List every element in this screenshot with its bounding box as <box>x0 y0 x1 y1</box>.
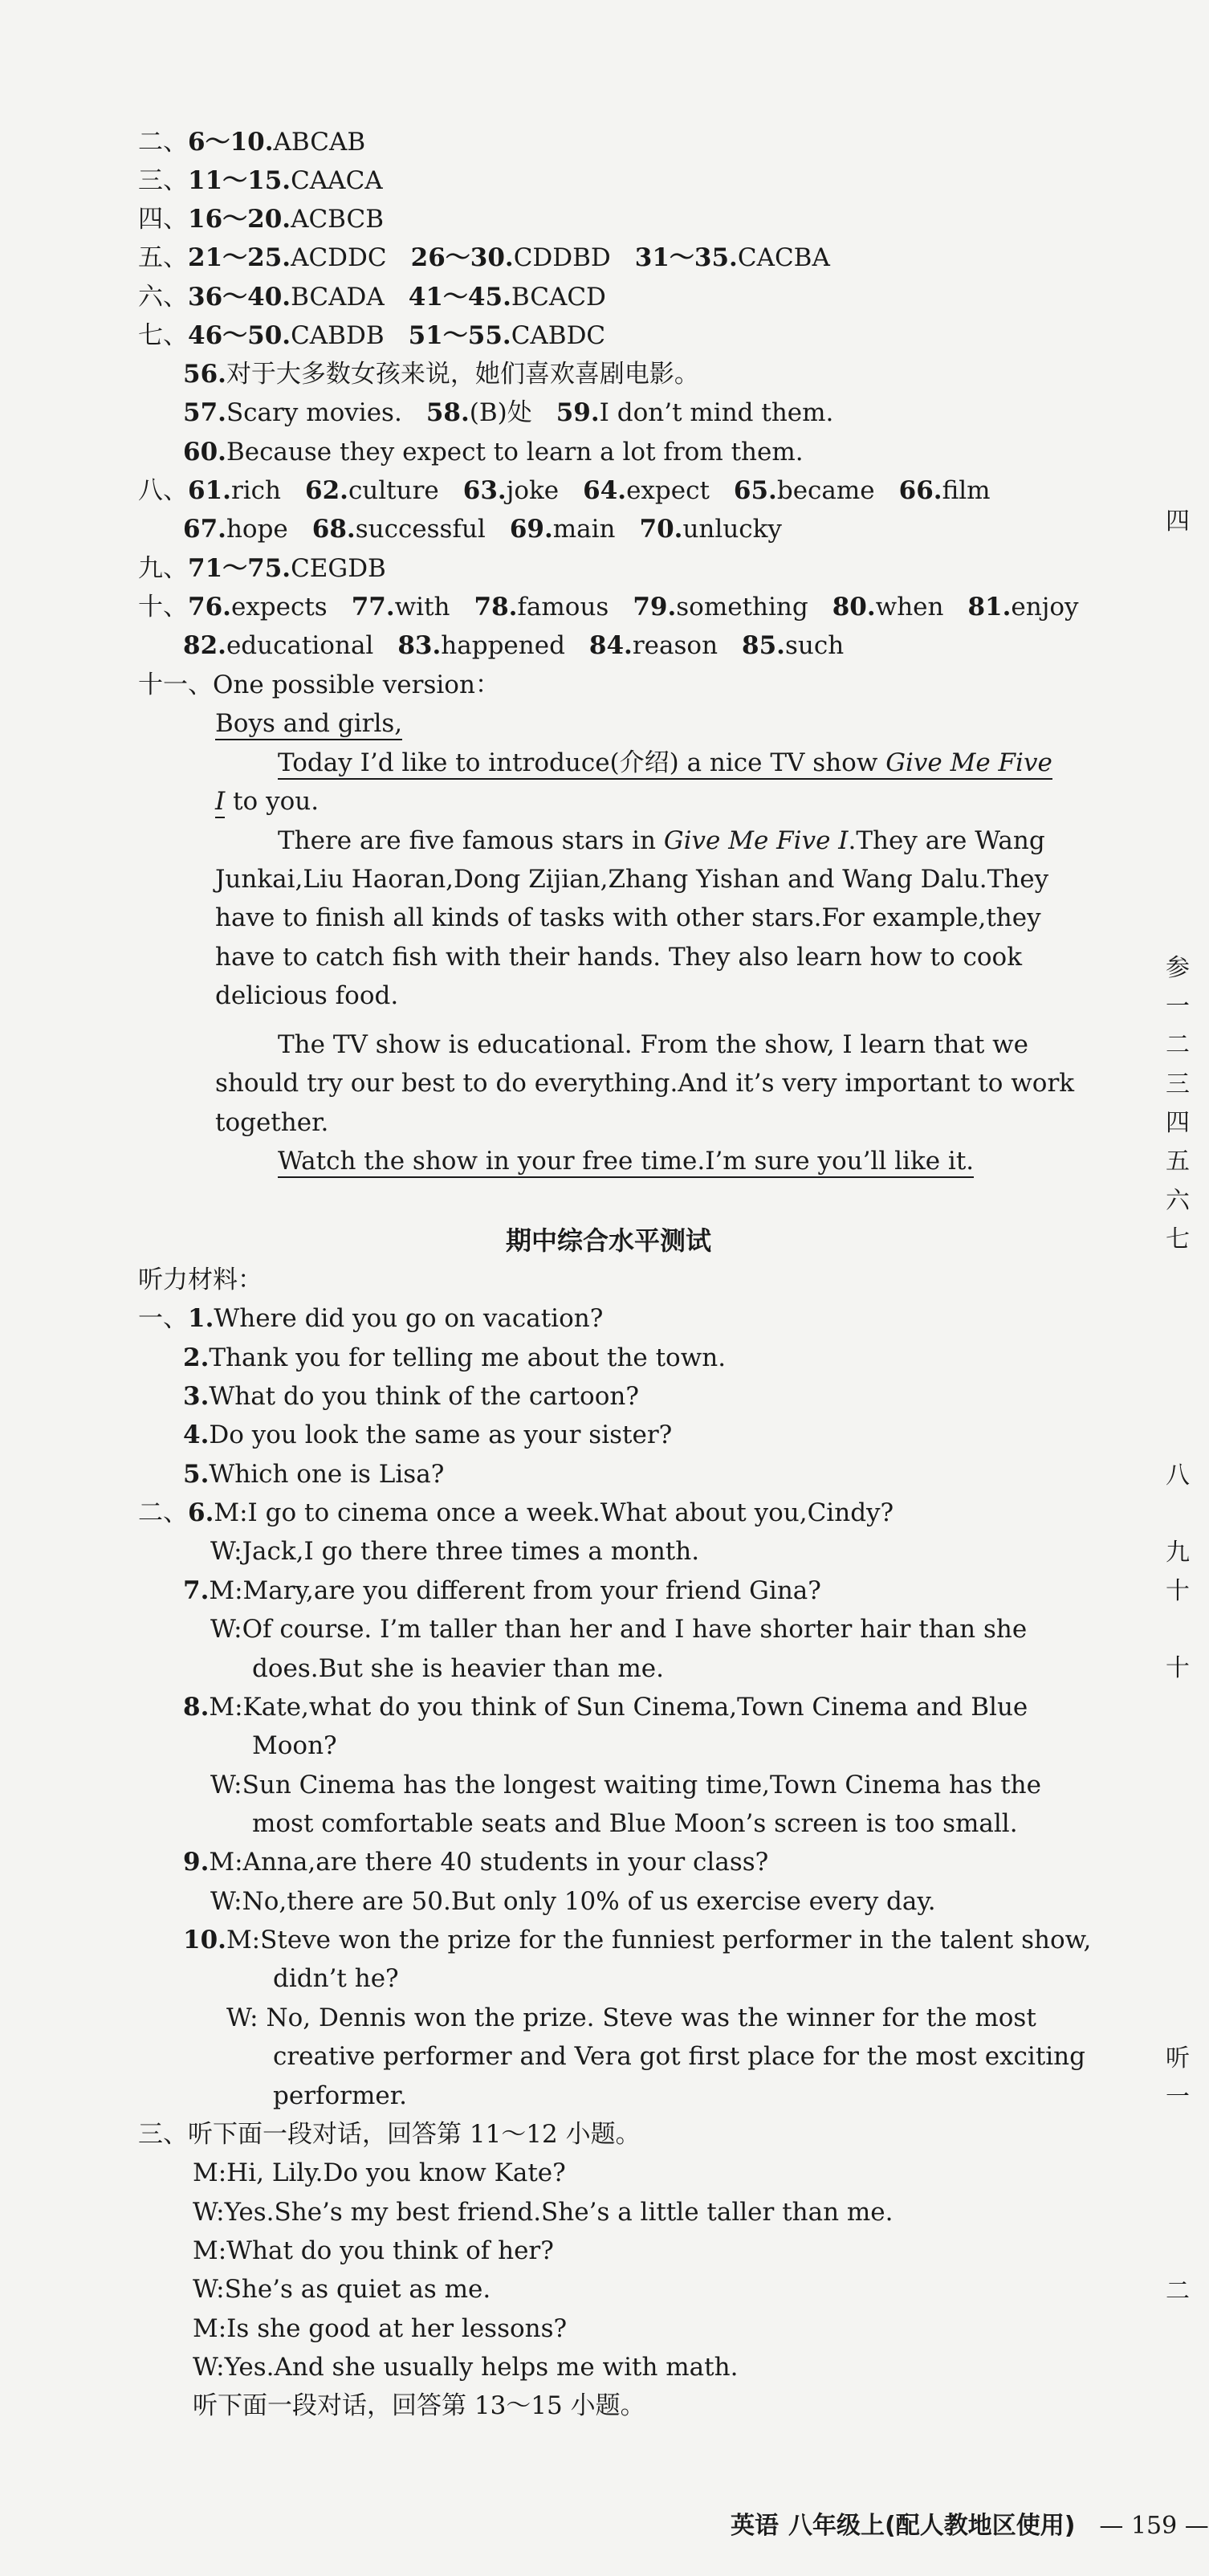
listening-s3-intro: 三、听下面一段对话，回答第 11～12 小题。 <box>138 2120 641 2149</box>
answer-line-2: 二、6～10.ABCAB <box>138 128 366 157</box>
dialogue-line-4: W:She’s as quiet as me. <box>193 2275 491 2304</box>
listening-q4: 4.Do you look the same as your sister? <box>183 1420 673 1449</box>
answer-line-7: 七、46～50.CABDB 51～55.CABDC <box>138 321 606 350</box>
footer-subject: 英语 <box>731 2512 779 2540</box>
adjacent-page-char: 二 <box>1166 2277 1190 2305</box>
listening-q6-w: W:Jack,I go there three times a month. <box>210 1537 700 1566</box>
essay-p1-line2: I to you. <box>215 785 319 817</box>
essay-p2-line2: Junkai,Liu Haoran,Dong Zijian,Zhang Yishan and Wang Dalu.They <box>215 865 1049 894</box>
essay-p2-line3: have to finish all kinds of tasks with other stars.For example,they <box>215 903 1041 932</box>
adjacent-page-char: 八 <box>1166 1461 1190 1490</box>
listening-q3: 3.What do you think of the cartoon? <box>183 1382 639 1411</box>
adjacent-page-char: 四 <box>1166 507 1190 536</box>
answer-line-8b: 67.hope 68.successful 69.main 70.unlucky <box>183 515 782 544</box>
essay-greeting: Boys and girls, <box>215 707 402 740</box>
adjacent-page-char: 听 <box>1166 2044 1190 2073</box>
adjacent-page-char: 十 <box>1166 1577 1190 1605</box>
listening-q9-m: 9.M:Anna,are there 40 students in your class? <box>183 1848 769 1877</box>
answer-line-11: 十一、One possible version： <box>138 670 500 699</box>
page-number: — 159 — <box>1099 2512 1209 2540</box>
answer-line-3: 三、11～15.CAACA <box>138 166 383 195</box>
answer-line-5: 五、21～25.ACDDC 26～30.CDDBD 31～35.CACBA <box>138 243 830 272</box>
footer-grade: 八年级上(配人教地区使用) <box>788 2512 1076 2540</box>
listening-q10-w1: W: No, Dennis won the prize. Steve was the winner for the most <box>226 2003 1036 2032</box>
listening-q8-w1: W:Sun Cinema has the longest waiting time,Town Cinema has the <box>210 1771 1041 1800</box>
dialogue-line-6: W:Yes.And she usually helps me with math. <box>193 2353 739 2382</box>
essay-p3-line3: together. <box>215 1108 329 1137</box>
listening-q10-m1: 10.M:Steve won the prize for the funniest performer in the talent show, <box>183 1926 1092 1954</box>
listening-q1: 一、1.Where did you go on vacation? <box>138 1304 604 1333</box>
listening-q8-m2: Moon? <box>252 1731 337 1760</box>
dialogue-line-2: W:Yes.She’s my best friend.She’s a little taller than me. <box>193 2198 894 2227</box>
listening-s3-intro2: 听下面一段对话，回答第 13～15 小题。 <box>193 2391 645 2420</box>
listening-q10-w2: creative performer and Vera got first place for the most exciting <box>273 2042 1085 2071</box>
answer-56: 56.对于大多数女孩来说，她们喜欢喜剧电影。 <box>183 360 699 389</box>
dialogue-line-5: M:Is she good at her lessons? <box>193 2314 568 2343</box>
answer-line-6: 六、36～40.BCADA 41～45.BCACD <box>138 283 606 312</box>
answer-line-8a: 八、61.rich 62.culture 63.joke 64.expect 65.became 66.film <box>138 476 991 505</box>
essay-p2-line1: There are five famous stars in Give Me Five I.They are Wang <box>278 826 1045 855</box>
essay-p3-line1: The TV show is educational. From the show, I learn that we <box>278 1030 1029 1059</box>
answer-line-10b: 82.educational 83.happened 84.reason 85.such <box>183 631 845 660</box>
listening-q8-m1: 8.M:Kate,what do you think of Sun Cinema,Town Cinema and Blue <box>183 1693 1028 1722</box>
adjacent-page-char: 十 <box>1166 1654 1190 1682</box>
essay-p2-line4: have to catch fish with their hands. They also learn how to cook <box>215 943 1023 972</box>
adjacent-page-char: 一 <box>1166 992 1190 1021</box>
listening-q7-w2: does.But she is heavier than me. <box>252 1654 664 1683</box>
listening-material-label: 听力材料： <box>138 1266 263 1294</box>
answer-line-4: 四、16～20.ACBCB <box>138 205 385 234</box>
dialogue-line-3: M:What do you think of her? <box>193 2236 554 2265</box>
adjacent-page-char: 四 <box>1166 1109 1190 1137</box>
essay-p3-line2: should try our best to do everything.And it’s very important to work <box>215 1069 1075 1098</box>
adjacent-page-char: 参 <box>1166 954 1190 982</box>
adjacent-page-char: 五 <box>1166 1147 1190 1176</box>
listening-q10-m2: didn’t he? <box>273 1964 399 1993</box>
adjacent-page-char: 九 <box>1166 1539 1190 1567</box>
essay-p1-line1: Today I’d like to introduce(介绍) a nice TV show Give Me Five <box>278 747 1052 779</box>
listening-q10-w3: performer. <box>273 2081 407 2110</box>
essay-p4: Watch the show in your free time.I’m sure you’ll like it. <box>278 1145 974 1177</box>
dialogue-line-1: M:Hi, Lily.Do you know Kate? <box>193 2158 566 2187</box>
adjacent-page-char: 六 <box>1166 1187 1190 1215</box>
listening-q5: 5.Which one is Lisa? <box>183 1460 445 1489</box>
page-footer <box>731 2505 1209 2541</box>
answer-line-10a: 十、76.expects 77.with 78.famous 79.something 80.when 81.enjoy <box>138 593 1079 622</box>
listening-q8-w2: most comfortable seats and Blue Moon’s screen is too small. <box>252 1809 1018 1838</box>
answer-57-59: 57.Scary movies. 58.(B)处 59.I don’t mind them. <box>183 398 834 427</box>
answer-line-9: 九、71～75.CEGDB <box>138 554 386 583</box>
adjacent-page-char: 一 <box>1166 2083 1190 2111</box>
adjacent-page-char: 二 <box>1166 1031 1190 1059</box>
midterm-title: 期中综合水平测试 <box>506 1225 712 1256</box>
listening-q2: 2.Thank you for telling me about the town. <box>183 1343 727 1372</box>
adjacent-page-char: 七 <box>1166 1225 1190 1253</box>
adjacent-page-char: 三 <box>1166 1070 1190 1098</box>
listening-q7-w1: W:Of course. I’m taller than her and I have shorter hair than she <box>210 1615 1028 1644</box>
listening-q9-w: W:No,there are 50.But only 10% of us exercise every day. <box>210 1887 936 1916</box>
essay-p2-line5: delicious food. <box>215 981 399 1010</box>
listening-q7-m: 7.M:Mary,are you different from your friend Gina? <box>183 1576 821 1605</box>
listening-q6-m: 二、6.M:I go to cinema once a week.What about you,Cindy? <box>138 1498 894 1527</box>
answer-60: 60.Because they expect to learn a lot from them. <box>183 438 804 467</box>
